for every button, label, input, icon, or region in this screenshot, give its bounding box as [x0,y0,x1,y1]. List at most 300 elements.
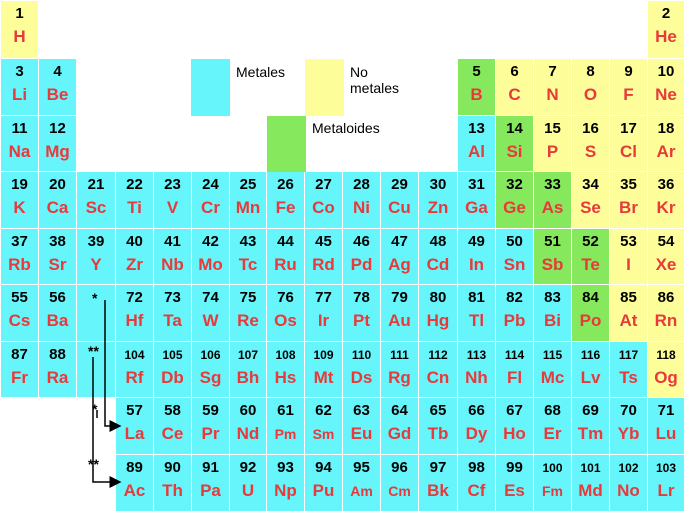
element-cell-ds [343,342,381,398]
atomic-number: 10 [657,63,675,80]
atomic-number: 8 [586,63,595,80]
atomic-number: 24 [202,176,219,193]
legend-metal-swatch [191,59,230,116]
atomic-number: 31 [468,176,485,193]
element-symbol: At [619,311,638,330]
element-symbol: Fl [506,368,523,387]
element-cell-al [458,116,496,172]
element-cell-rb [1,229,39,285]
element-cell-ni [343,172,381,229]
element-symbol: Cm [388,483,411,499]
element-cell-k [1,172,39,229]
element-cell-hf [116,285,154,342]
element-cell-no [610,455,648,512]
element-cell-pu [305,455,343,512]
atomic-number: 83 [544,289,561,306]
atomic-number: 104 [124,348,145,362]
element-cell-te [572,229,610,285]
atomic-number: 52 [582,233,599,250]
element-cell-pd [343,229,381,285]
atomic-number: 82 [506,289,523,306]
element-symbol: Al [468,142,485,161]
element-cell-co [305,172,343,229]
atomic-number: 39 [87,233,105,250]
element-symbol: Bh [236,368,260,387]
atomic-number: 41 [164,233,181,250]
atomic-number: 89 [126,459,143,476]
atomic-number: 3 [15,63,24,80]
element-cell-at [610,285,648,342]
element-cell-i [610,229,648,285]
atomic-number: 37 [11,233,28,250]
atomic-number: 105 [162,348,183,362]
atomic-number: 11 [11,120,28,137]
element-cell-p [534,116,572,172]
element-symbol: Ce [161,424,184,443]
legend-nonmetal-label-line1: No [350,64,368,80]
element-symbol: Y [90,255,102,274]
atomic-number: 62 [315,402,332,419]
element-symbol: Db [161,368,184,387]
element-symbol: Th [162,481,183,500]
element-symbol: Rd [312,255,335,274]
atomic-number: 87 [11,346,28,363]
element-symbol: Ag [388,255,411,274]
element-cell-la [116,398,154,455]
atomic-number: 99 [506,459,523,476]
atomic-number: 91 [202,459,219,476]
element-symbol: V [166,198,179,217]
element-symbol: Lv [580,368,601,387]
element-symbol: Tl [468,311,485,330]
atomic-number: 93 [277,459,294,476]
element-symbol: As [541,198,564,217]
element-symbol: Po [579,311,602,330]
element-symbol: Nd [236,424,260,443]
element-symbol: K [13,198,26,217]
element-cell-fl [496,342,534,398]
atomic-number: 61 [277,402,294,419]
legend-metalloid-swatch [267,116,306,172]
atomic-number: 75 [239,289,257,306]
element-symbol: Hg [426,311,450,330]
element-cell-h [1,1,39,59]
element-symbol: Kr [656,198,676,217]
atomic-number: 101 [580,461,601,475]
element-cell-li [1,59,39,116]
atomic-number: 58 [164,402,181,419]
element-symbol: Pu [312,481,335,500]
element-symbol: Tb [427,424,449,443]
element-symbol: Si [506,142,523,161]
atomic-number: 67 [506,402,523,419]
atomic-number: 84 [582,289,599,306]
legend-metal-label: Metales [236,64,286,80]
atomic-number: 33 [544,176,561,193]
element-cell-y [77,229,116,285]
element-symbol: Rf [125,368,144,387]
atomic-number: 35 [620,176,637,193]
element-cell-cd [419,229,458,285]
atomic-number: 66 [468,402,485,419]
element-cell-db [154,342,192,398]
element-cell-ba [39,285,77,342]
atomic-number: 38 [49,233,66,250]
atomic-number: 56 [49,289,66,306]
atomic-number: 9 [624,63,633,80]
element-cell-yb [610,398,648,455]
element-cell-mt [305,342,343,398]
element-symbol: Ts [619,368,638,387]
atomic-number: 108 [275,348,296,362]
atomic-number: 112 [428,348,448,362]
element-symbol: Pd [350,255,373,274]
element-cell-bk [419,455,458,512]
atomic-number: 90 [164,459,181,476]
element-symbol: Nb [161,255,184,274]
element-cell-ag [381,229,419,285]
element-cell-ir [305,285,343,342]
element-cell-tm [572,398,610,455]
atomic-number: 48 [429,233,447,250]
element-symbol: Re [237,311,259,330]
element-symbol: Os [274,311,297,330]
element-cell-rd [305,229,343,285]
atomic-number: 60 [239,402,257,419]
element-symbol: Ho [503,424,526,443]
element-symbol: Ta [163,311,182,330]
element-symbol: Ne [655,85,677,104]
element-cell-au [381,285,419,342]
element-cell-w [192,285,230,342]
element-cell-re [230,285,267,342]
atomic-number: 77 [315,289,332,306]
element-cell-ra [39,342,77,398]
element-cell-fr [1,342,39,398]
atomic-number: 98 [468,459,485,476]
element-symbol: Lr [657,481,675,500]
element-cell-ga [458,172,496,229]
element-symbol: Hf [125,311,144,330]
atomic-number: 55 [11,289,28,306]
element-cell-md [572,455,610,512]
atomic-number: 116 [580,348,601,362]
element-symbol: Pm [274,426,297,442]
atomic-number: 63 [353,402,370,419]
element-cell-ta [154,285,192,342]
atomic-number: 25 [239,176,257,193]
element-cell-po [572,285,610,342]
element-cell-pm [267,398,305,455]
element-cell-xe [648,229,685,285]
atomic-number: 74 [202,289,219,306]
atomic-number: 19 [11,176,28,193]
element-cell-cr [192,172,230,229]
atomic-number: 64 [391,402,408,419]
element-symbol: Mn [235,198,261,217]
legend-nonmetal-swatch [305,59,344,116]
atomic-number: 70 [620,402,637,419]
element-symbol: Cu [388,198,411,217]
atomic-number: 80 [429,289,447,306]
atomic-number: 95 [353,459,370,476]
atomic-number: 50 [506,233,523,250]
element-cell-cn [419,342,458,398]
element-cell-eu [343,398,381,455]
atomic-number: 12 [49,120,66,137]
atomic-number: 79 [391,289,408,306]
atomic-number: 78 [353,289,370,306]
element-symbol: Cd [426,255,450,274]
element-symbol: P [546,142,559,161]
atomic-number: 69 [582,402,599,419]
element-symbol: Ra [46,368,69,387]
atomic-number: 13 [468,120,485,137]
element-cell-hs [267,342,305,398]
element-symbol: Ni [353,198,370,217]
element-cell-mg [39,116,77,172]
element-symbol: Cl [620,142,637,161]
atomic-number: 29 [391,176,408,193]
lanthanide-marker: * [92,290,98,306]
atomic-number: 94 [315,459,332,476]
element-symbol: Er [543,424,562,443]
element-symbol: Sc [85,198,107,217]
element-cell-u [230,455,267,512]
element-symbol: Mt [313,368,334,387]
element-symbol: Ca [46,198,69,217]
element-cell-cf [458,455,496,512]
actinide-marker-lower: ** [88,456,99,472]
atomic-number: 68 [544,402,561,419]
element-cell-sm [305,398,343,455]
element-symbol: Hs [274,368,297,387]
lanthanide-marker-lower: * [92,401,98,417]
element-symbol: Cr [201,198,220,217]
element-symbol: Ti [127,198,142,217]
element-symbol: Rn [654,311,678,330]
atomic-number: 45 [315,233,332,250]
element-symbol: Pa [200,481,221,500]
element-cell-sn [496,229,534,285]
atomic-number: 76 [277,289,294,306]
element-cell-og [648,342,685,398]
element-cell-ne [648,59,685,116]
element-cell-er [534,398,572,455]
atomic-number: 111 [390,348,409,362]
element-cell-pb [496,285,534,342]
element-symbol: Tm [577,424,604,443]
atomic-number: 106 [200,348,221,362]
element-cell-ts [610,342,648,398]
atomic-number: 115 [542,348,563,362]
atomic-number: 65 [429,402,447,419]
element-cell-b [458,59,496,116]
element-symbol: O [583,85,598,104]
element-cell-fe [267,172,305,229]
element-cell-c [496,59,534,116]
element-symbol: He [655,27,677,46]
element-symbol: Sb [541,255,564,274]
element-symbol: Cn [426,368,450,387]
element-cell-lv [572,342,610,398]
atomic-number: 114 [504,348,525,362]
element-symbol: Ac [123,481,146,500]
element-symbol: Te [581,255,600,274]
element-symbol: Br [619,198,638,217]
atomic-number: 51 [544,233,561,250]
element-symbol: Ba [46,311,69,330]
atomic-number: 34 [582,176,599,193]
element-cell-cs [1,285,39,342]
element-symbol: Am [350,483,373,499]
atomic-number: 47 [391,233,408,250]
element-symbol: Mc [540,368,565,387]
element-symbol: Rb [8,255,31,274]
atomic-number: 118 [656,348,676,362]
element-symbol: Pb [503,311,526,330]
element-cell-na [1,116,39,172]
element-symbol: Cf [467,481,486,500]
element-symbol: Md [578,481,603,500]
element-cell-rg [381,342,419,398]
atomic-number: 44 [277,233,294,250]
atomic-number: 21 [87,176,105,193]
element-symbol: Eu [350,424,373,443]
element-cell-os [267,285,305,342]
element-cell-n [534,59,572,116]
actinide-marker: ** [88,343,99,359]
element-cell-dy [458,398,496,455]
atomic-number: 46 [353,233,370,250]
atomic-number: 57 [126,402,143,419]
element-cell-be [39,59,77,116]
element-symbol: Nh [465,368,488,387]
element-symbol: Mg [45,142,70,161]
atomic-number: 88 [49,346,66,363]
element-cell-cm [381,455,419,512]
element-cell-rn [648,285,685,342]
element-cell-mo [192,229,230,285]
element-symbol: Bi [544,311,561,330]
element-symbol: Cs [8,311,31,330]
atomic-number: 32 [506,176,523,193]
element-cell-sb [534,229,572,285]
element-cell-zr [116,229,154,285]
element-cell-v [154,172,192,229]
element-cell-se [572,172,610,229]
element-symbol: Bk [427,481,449,500]
element-cell-mn [230,172,267,229]
element-symbol: Au [388,311,411,330]
element-cell-lu [648,398,685,455]
element-symbol: Zn [427,198,449,217]
atomic-number: 20 [49,176,66,193]
element-cell-si [496,116,534,172]
atomic-number: 54 [657,233,675,250]
atomic-number: 22 [126,176,143,193]
element-symbol: Og [654,368,678,387]
element-symbol: Sg [199,368,222,387]
element-symbol: Ds [350,368,373,387]
element-symbol: Lu [655,424,677,443]
element-cell-s [572,116,610,172]
element-cell-es [496,455,534,512]
element-cell-ho [496,398,534,455]
element-symbol: Rg [388,368,411,387]
element-cell-th [154,455,192,512]
element-cell-pa [192,455,230,512]
element-cell-ti [116,172,154,229]
atomic-number: 16 [582,120,599,137]
element-cell-nb [154,229,192,285]
element-cell-zn [419,172,458,229]
element-cell-ac [116,455,154,512]
element-symbol: Co [312,198,335,217]
element-symbol: In [468,255,485,274]
atomic-number: 72 [126,289,143,306]
element-symbol: Pr [201,424,220,443]
element-cell-bh [230,342,267,398]
element-cell-in [458,229,496,285]
element-symbol: U [241,481,255,500]
atomic-number: 42 [202,233,219,250]
atomic-number: 109 [313,348,334,362]
element-cell-np [267,455,305,512]
element-cell-gd [381,398,419,455]
element-cell-tl [458,285,496,342]
element-symbol: Gd [387,424,412,443]
atomic-number: 86 [657,289,675,306]
element-cell-he [648,1,685,59]
element-symbol: Fe [275,198,296,217]
element-cell-kr [648,172,685,229]
atomic-number: 2 [661,5,671,22]
element-symbol: Xe [655,255,677,274]
element-cell-lr [648,455,685,512]
atomic-number: 59 [202,402,219,419]
atomic-number: 107 [237,348,259,362]
element-symbol: Zr [126,255,143,274]
atomic-number: 96 [391,459,408,476]
element-symbol: La [124,424,145,443]
element-cell-fm [534,455,572,512]
element-symbol: Fm [542,483,563,499]
element-cell-sr [39,229,77,285]
atomic-number: 110 [351,348,372,362]
element-cell-f [610,59,648,116]
element-cell-o [572,59,610,116]
atomic-number: 117 [618,348,639,362]
element-symbol: Ga [465,198,488,217]
element-symbol: Np [274,481,297,500]
atomic-number: 49 [468,233,485,250]
element-symbol: Yb [617,424,640,443]
element-symbol: Pt [353,311,370,330]
atomic-number: 7 [548,63,557,80]
element-cell-pt [343,285,381,342]
element-symbol: Es [504,481,525,500]
element-symbol: S [584,142,597,161]
atomic-number: 85 [620,289,637,306]
atomic-number: 4 [53,63,62,80]
element-symbol: Mo [198,255,223,274]
element-symbol: I [626,255,631,274]
element-cell-hg [419,285,458,342]
atomic-number: 103 [655,461,677,475]
atomic-number: 97 [429,459,447,476]
element-cell-cl [610,116,648,172]
